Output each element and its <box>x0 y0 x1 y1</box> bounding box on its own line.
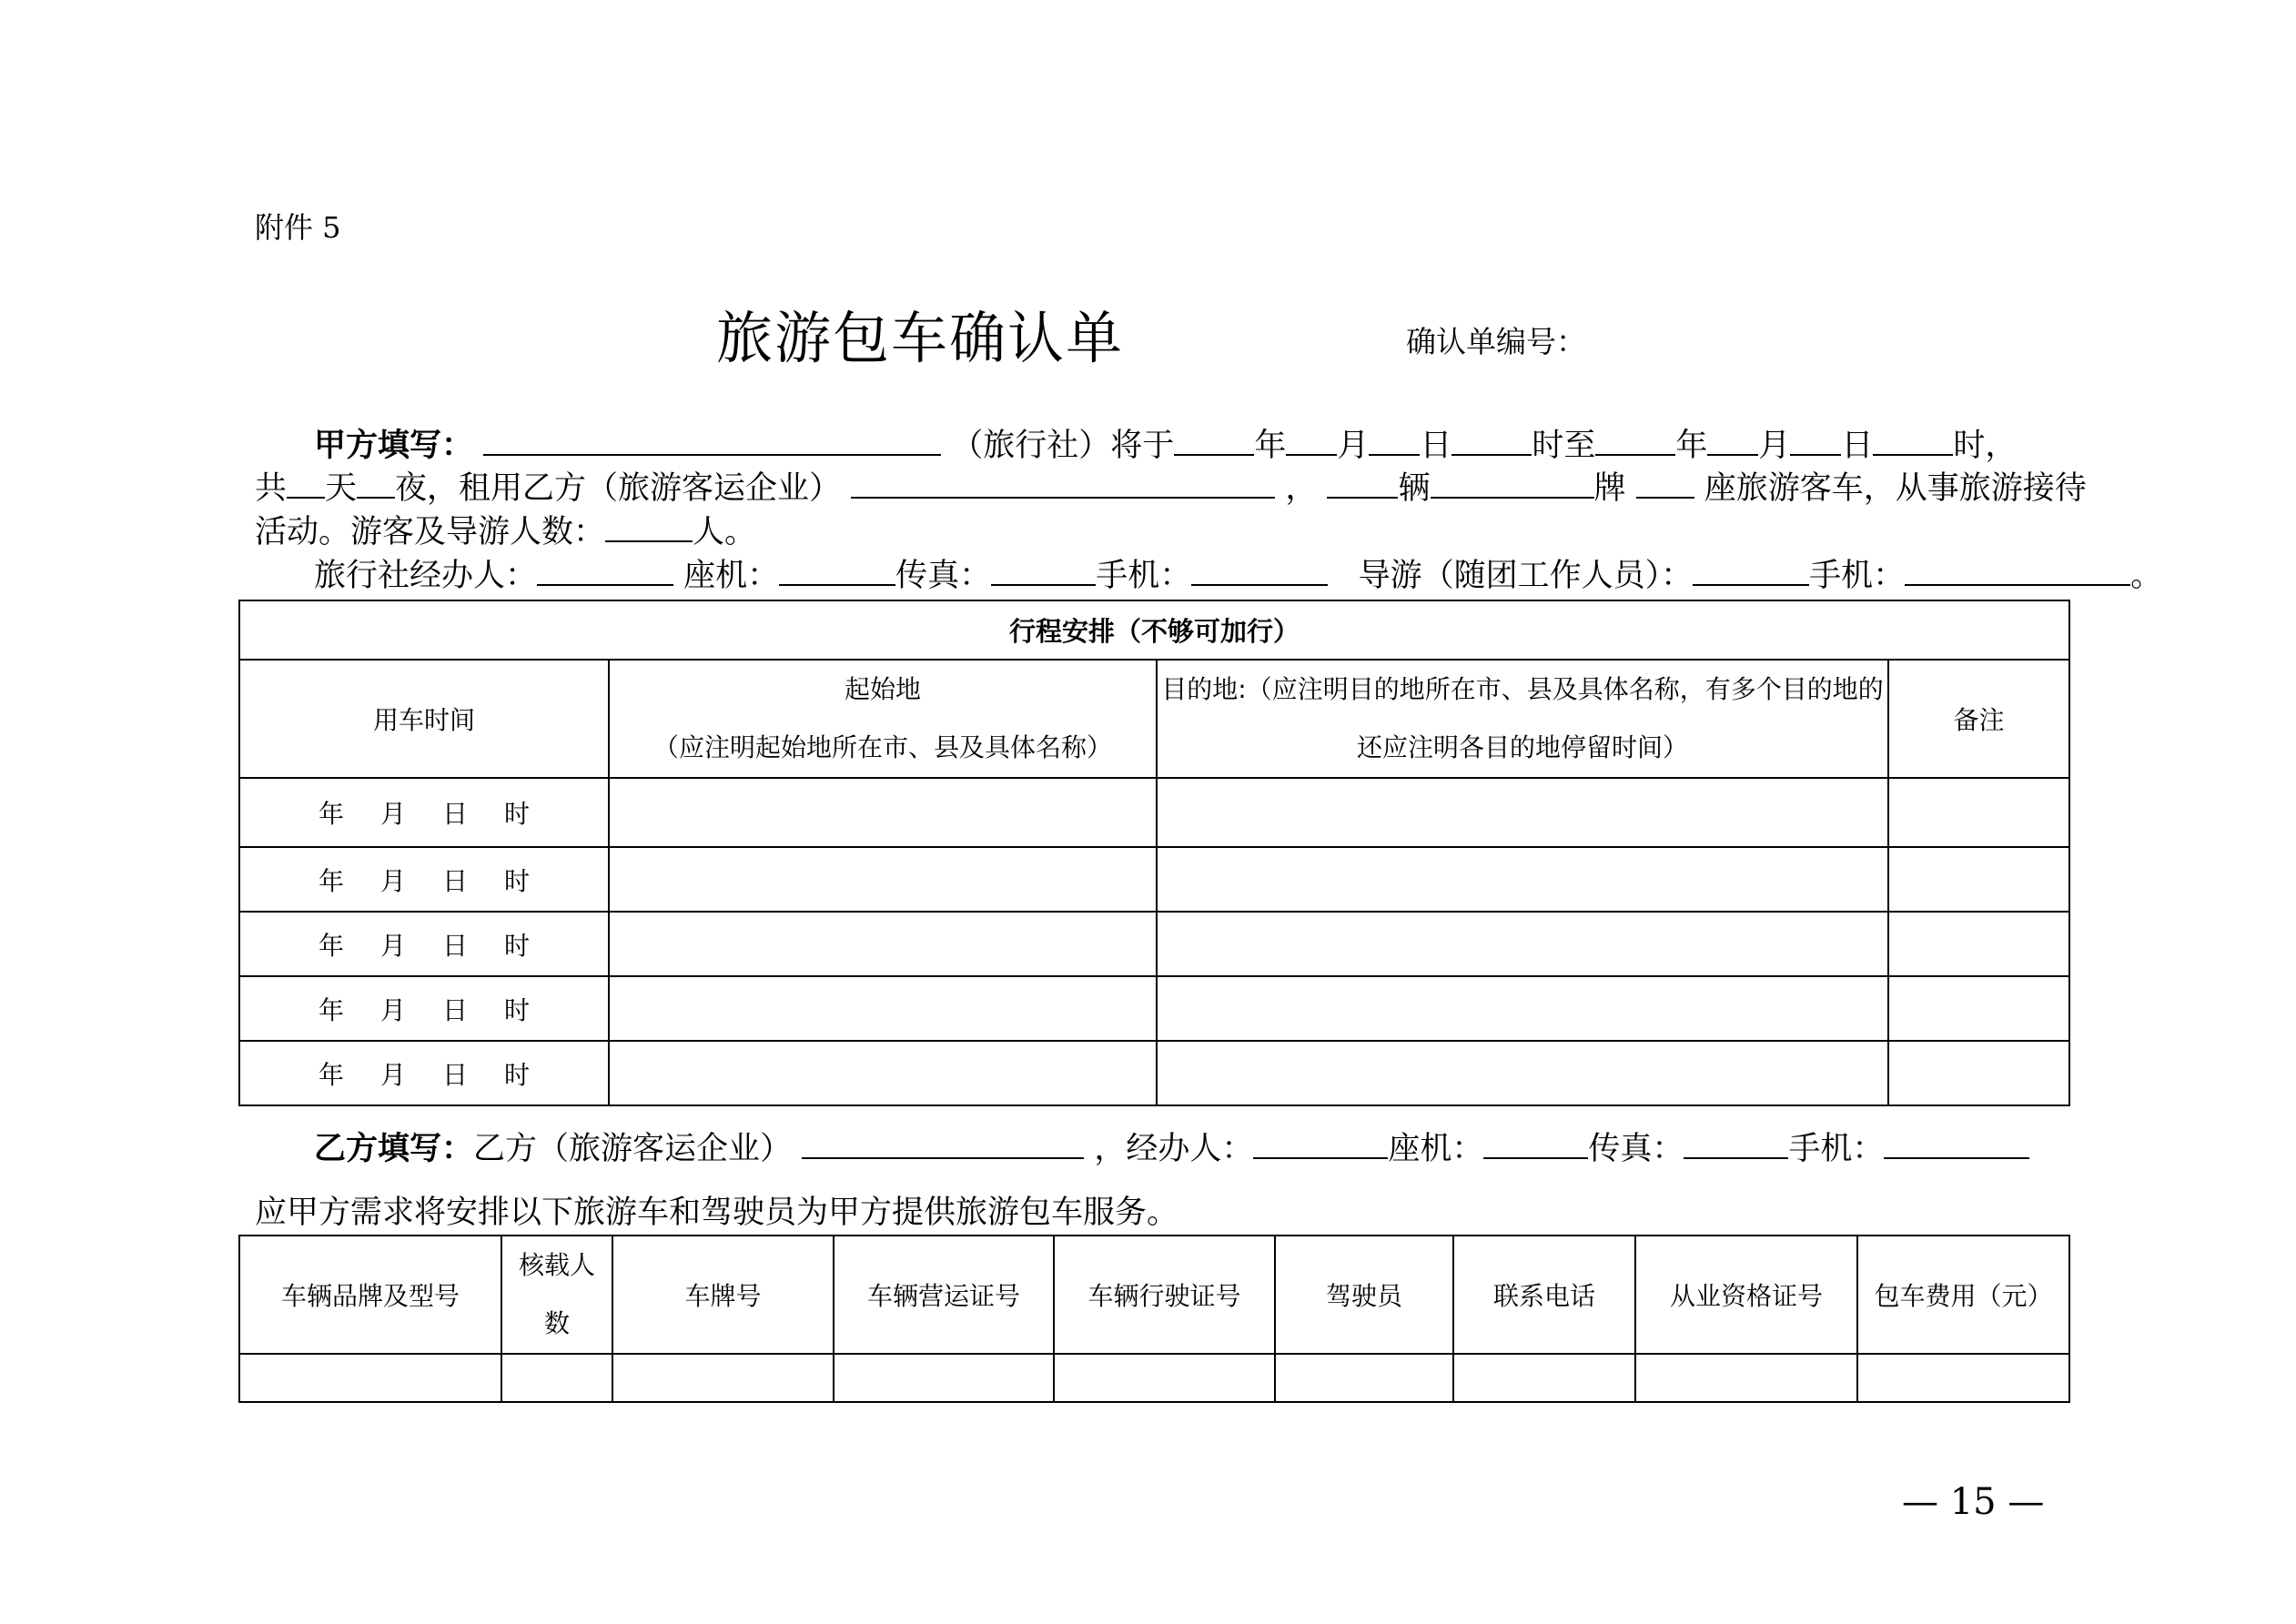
origin-cell[interactable] <box>609 847 1157 912</box>
handler-blank[interactable] <box>537 553 673 586</box>
note-cell[interactable] <box>1888 1041 2069 1105</box>
attachment-label: 附件 5 <box>255 210 341 245</box>
party-b-mobile-blank[interactable] <box>1884 1126 2029 1159</box>
table-row <box>239 912 2069 976</box>
fax-blank[interactable] <box>991 553 1096 586</box>
company-blank[interactable] <box>851 466 1275 499</box>
header-capacity: 核载人 数 <box>501 1236 612 1354</box>
landline-blank[interactable] <box>779 553 895 586</box>
end-month-blank[interactable] <box>1707 423 1758 456</box>
party-a-line-1: 甲方填写： （旅行社）将于 年 月 日 时至 年 月 日 时， <box>314 423 2017 467</box>
operating-permit-cell[interactable] <box>834 1354 1054 1402</box>
table-row <box>239 1041 2069 1105</box>
page-number: — 15 — <box>1902 1481 2045 1523</box>
date-cell[interactable]: 年 月 日 时 <box>239 1041 609 1105</box>
party-b-handler-blank[interactable] <box>1253 1126 1388 1159</box>
brand-blank[interactable] <box>1431 466 1594 499</box>
itinerary-caption: 行程安排（不够可加行） <box>239 600 2069 660</box>
note-cell[interactable] <box>1888 847 2069 912</box>
persons-blank[interactable] <box>605 509 693 542</box>
mobile-blank[interactable] <box>1191 553 1328 586</box>
nights-blank[interactable] <box>357 466 395 499</box>
date-cell[interactable]: 年 月 日 时 <box>239 912 609 976</box>
itinerary-table <box>238 600 2070 1106</box>
table-row <box>239 847 2069 912</box>
dest-cell[interactable] <box>1157 778 1888 847</box>
party-a-heading: 甲方填写： <box>314 428 474 464</box>
days-blank[interactable] <box>287 466 325 499</box>
dest-cell[interactable] <box>1157 912 1888 976</box>
fee-cell[interactable] <box>1857 1354 2069 1402</box>
agency-name-blank[interactable] <box>483 423 941 456</box>
party-b-statement: 应甲方需求将安排以下旅游车和驾驶员为甲方提供旅游包车服务。 <box>255 1195 1179 1231</box>
header-operating-permit: 车辆营运证号 <box>834 1236 1054 1354</box>
note-cell[interactable] <box>1888 912 2069 976</box>
date-cell[interactable]: 年 月 日 时 <box>239 847 609 912</box>
seats-blank[interactable] <box>1636 466 1694 499</box>
table-row <box>239 976 2069 1041</box>
table-row <box>239 1354 2069 1402</box>
end-hour-blank[interactable] <box>1873 423 1953 456</box>
party-a-line-4: 旅行社经办人： 座机： 传真： 手机： 导游（随团工作人员）： 手机： 。 <box>314 553 2162 597</box>
col-note-header: 备注 <box>1888 660 2069 778</box>
header-driver: 驾驶员 <box>1275 1236 1453 1354</box>
start-hour-blank[interactable] <box>1451 423 1532 456</box>
start-year-blank[interactable] <box>1174 423 1254 456</box>
date-cell[interactable]: 年 月 日 时 <box>239 976 609 1041</box>
party-a-line-3: 活动。游客及导游人数： 人。 <box>255 509 756 553</box>
header-qualification: 从业资格证号 <box>1635 1236 1857 1354</box>
party-a-line-2: 共 天 夜，租用乙方（旅游客运企业） ， 辆 牌 座旅游客车，从事旅游接待 <box>255 466 2087 509</box>
party-b-company-blank[interactable] <box>802 1126 1084 1159</box>
start-day-blank[interactable] <box>1369 423 1420 456</box>
header-fee: 包车费用（元） <box>1857 1236 2069 1354</box>
origin-cell[interactable] <box>609 1041 1157 1105</box>
dest-cell[interactable] <box>1157 847 1888 912</box>
col-origin-header: 起始地 （应注明起始地所在市、县及具体名称） <box>609 660 1157 778</box>
confirm-number-label: 确认单编号： <box>1406 324 1586 359</box>
header-driving-license: 车辆行驶证号 <box>1054 1236 1275 1354</box>
qualification-cell[interactable] <box>1635 1354 1857 1402</box>
note-cell[interactable] <box>1888 976 2069 1041</box>
header-vehicle-model: 车辆品牌及型号 <box>239 1236 501 1354</box>
note-cell[interactable] <box>1888 778 2069 847</box>
guide-mobile-blank[interactable] <box>1905 553 2130 586</box>
driver-cell[interactable] <box>1275 1354 1453 1402</box>
capacity-cell[interactable] <box>501 1354 612 1402</box>
vehicle-table <box>238 1235 2070 1403</box>
end-year-blank[interactable] <box>1595 423 1675 456</box>
phone-cell[interactable] <box>1453 1354 1635 1402</box>
party-b-landline-blank[interactable] <box>1483 1126 1588 1159</box>
dest-cell[interactable] <box>1157 1041 1888 1105</box>
origin-cell[interactable] <box>609 778 1157 847</box>
plate-cell[interactable] <box>612 1354 834 1402</box>
page-title: 旅游包车确认单 <box>716 305 1125 371</box>
col-dest-header: 目的地:（应注明目的地所在市、县及具体名称，有多个目的地的 还应注明各目的地停留时间） <box>1157 660 1888 778</box>
table-row <box>239 778 2069 847</box>
party-b-line-1: 乙方填写：乙方（旅游客运企业） ，经办人： 座机： 传真： 手机： <box>314 1126 2029 1170</box>
origin-cell[interactable] <box>609 912 1157 976</box>
header-phone: 联系电话 <box>1453 1236 1635 1354</box>
dest-cell[interactable] <box>1157 976 1888 1041</box>
col-time-header: 用车时间 <box>239 660 609 778</box>
guide-blank[interactable] <box>1693 553 1809 586</box>
vehicle-count-blank[interactable] <box>1327 466 1398 499</box>
start-month-blank[interactable] <box>1286 423 1337 456</box>
driving-license-cell[interactable] <box>1054 1354 1275 1402</box>
date-cell[interactable]: 年 月 日 时 <box>239 778 609 847</box>
party-b-fax-blank[interactable] <box>1684 1126 1788 1159</box>
end-day-blank[interactable] <box>1790 423 1841 456</box>
origin-cell[interactable] <box>609 976 1157 1041</box>
header-plate: 车牌号 <box>612 1236 834 1354</box>
party-b-heading: 乙方填写： <box>314 1131 474 1167</box>
vehicle-model-cell[interactable] <box>239 1354 501 1402</box>
